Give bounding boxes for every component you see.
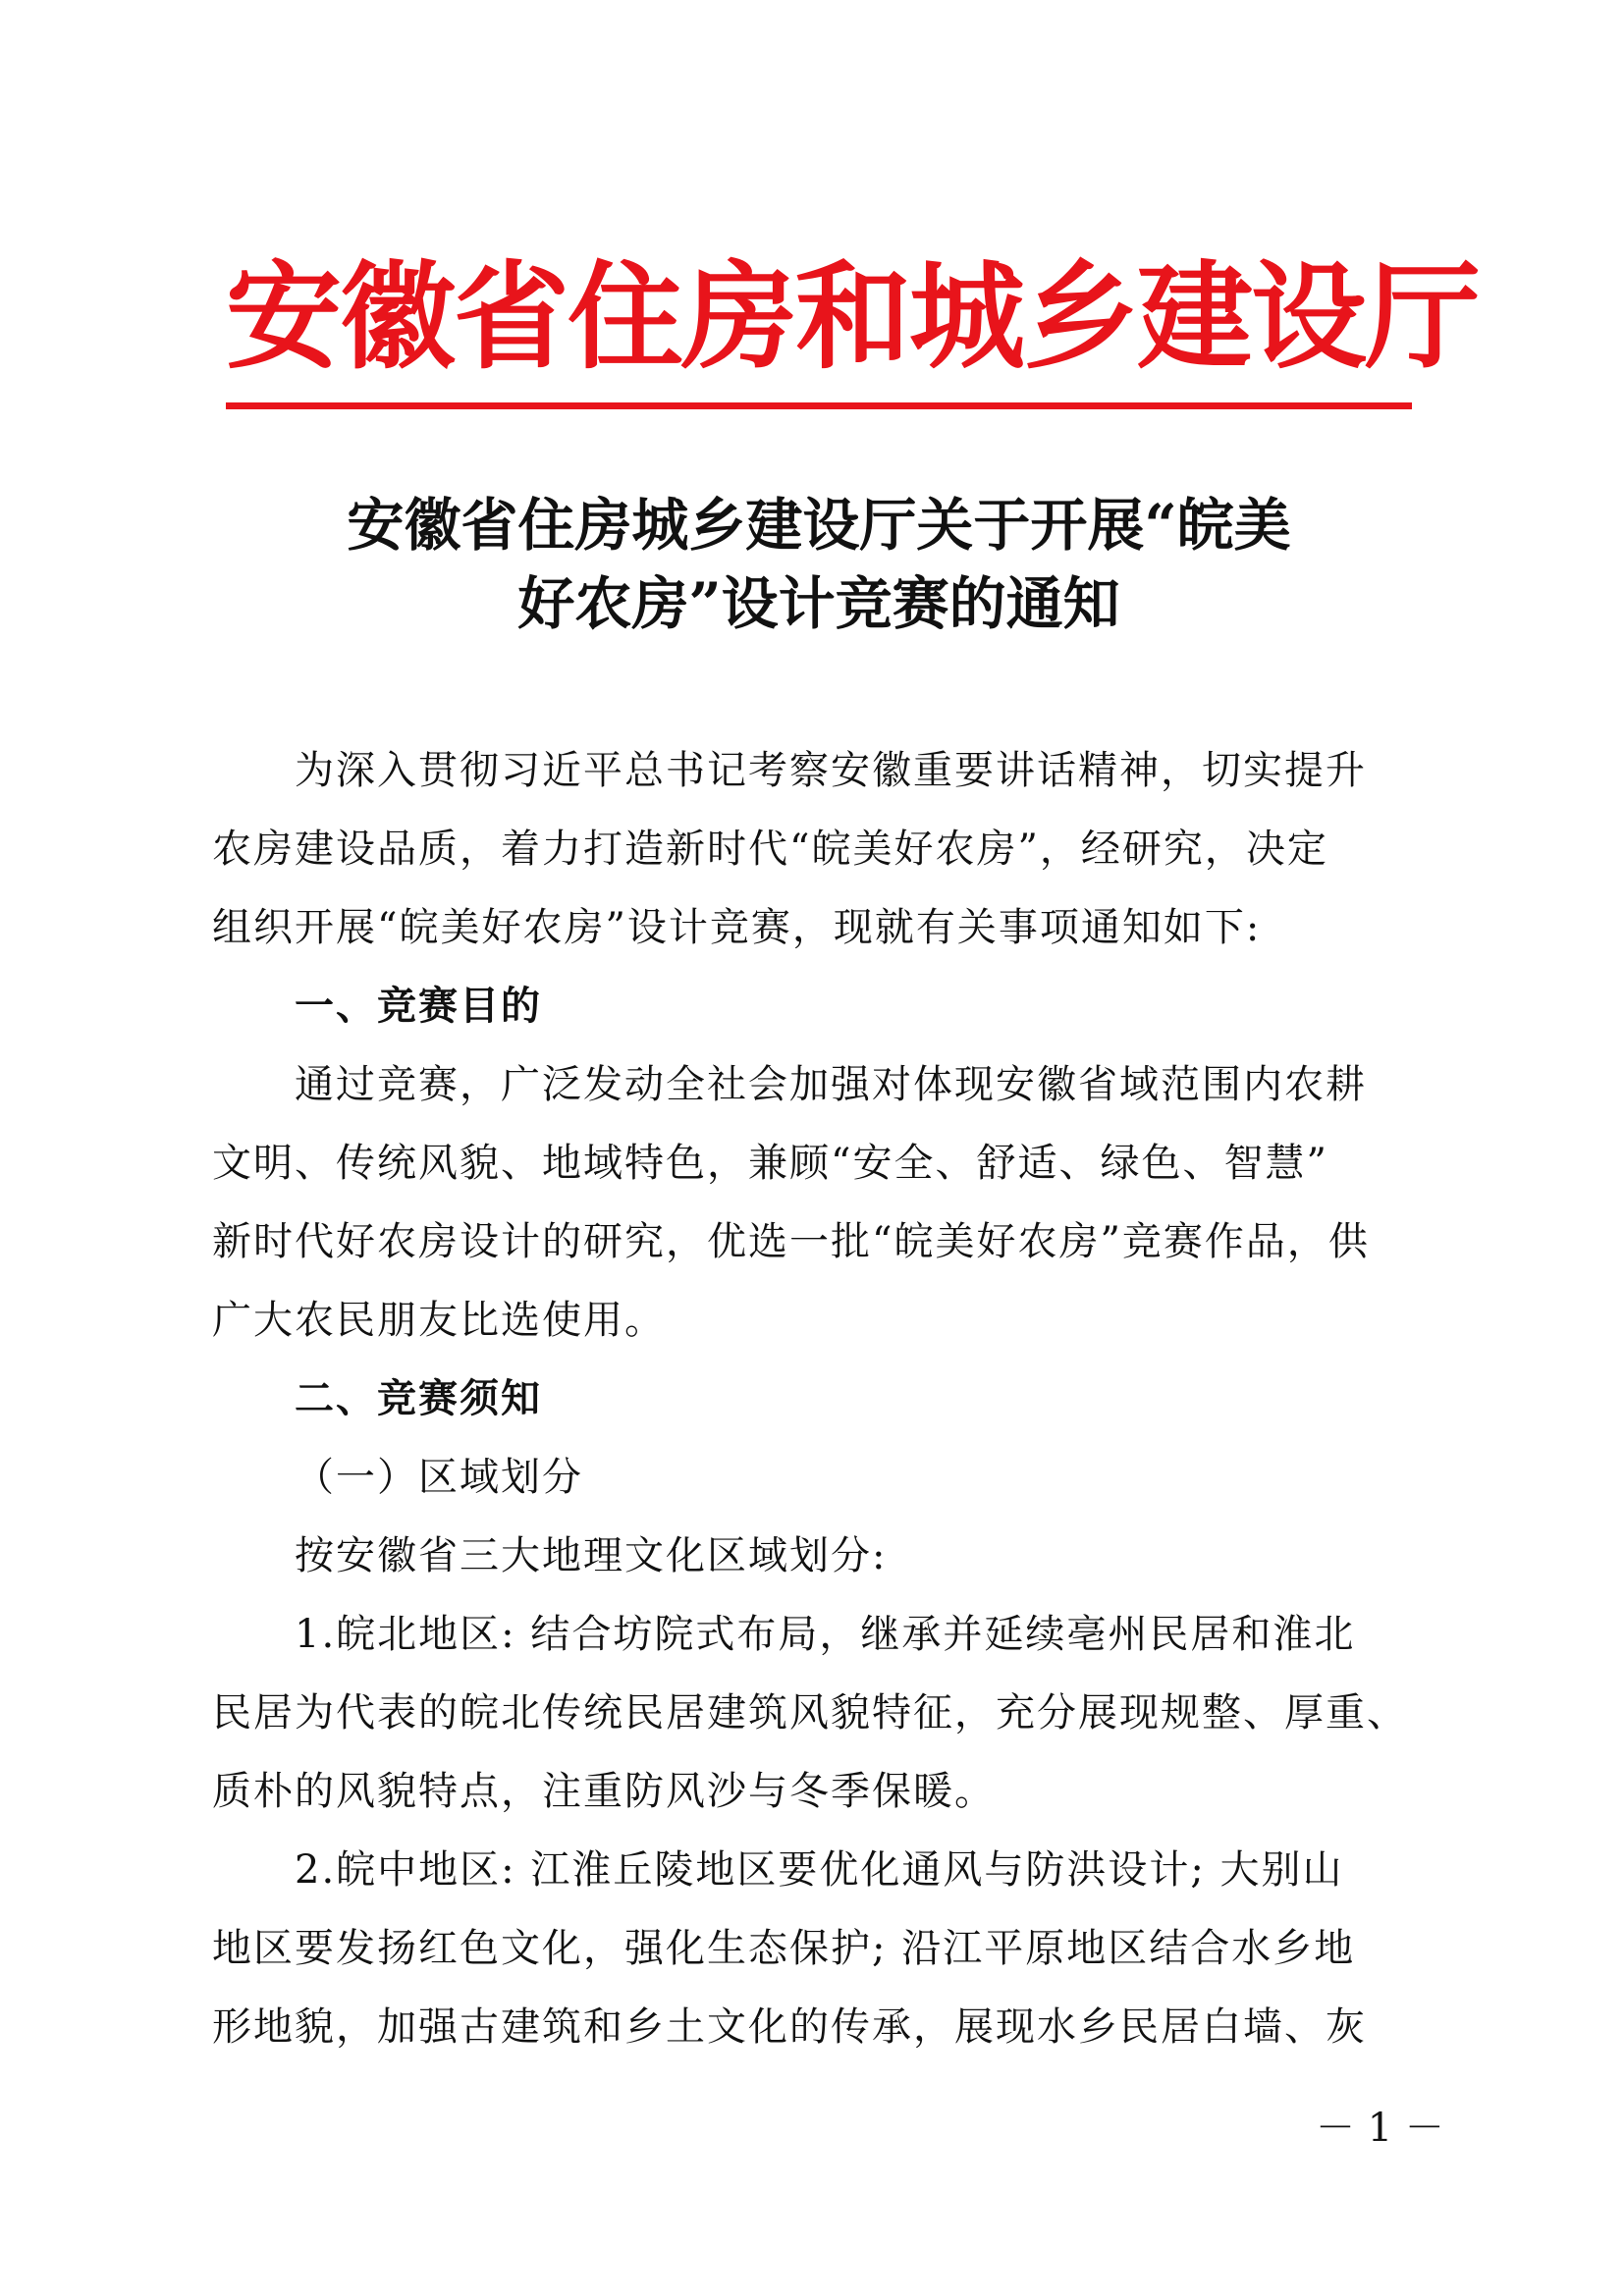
paragraph-region-intro: 按安徽省三大地理文化区域划分: <box>295 1533 888 1578</box>
paragraph-purpose-line-3: 新时代好农房设计的研究，优选一批“皖美好农房”竞赛作品，供 <box>212 1219 1370 1264</box>
paragraph-intro-line-1: 为深入贯彻习近平总书记考察安徽重要讲话精神，切实提升 <box>295 748 1367 793</box>
subsection-region-division: （一）区域划分 <box>295 1455 583 1500</box>
item-central-anhui-line-2: 地区要发扬红色文化，强化生态保护; 沿江平原地区结合水乡地 <box>212 1926 1356 1971</box>
paragraph-purpose-line-2: 文明、传统风貌、地域特色，兼顾“安全、舒适、绿色、智慧” <box>212 1141 1328 1186</box>
item-central-anhui-line-3: 形地貌，加强古建筑和乡土文化的传承，展现水乡民居白墙、灰 <box>212 2004 1367 2050</box>
masthead-red-rule <box>226 402 1412 409</box>
item-north-anhui-line-3: 质朴的风貌特点，注重防风沙与冬季保暖。 <box>212 1769 996 1814</box>
item-north-anhui-line-1: 1.皖北地区: 结合坊院式布局，继承并延续亳州民居和淮北 <box>295 1612 1356 1657</box>
item-north-anhui-line-2: 民居为代表的皖北传统民居建筑风貌特征，充分展现规整、厚重、 <box>212 1690 1408 1735</box>
section-heading-purpose: 一、竞赛目的 <box>295 984 542 1029</box>
document-title-line-2: 好农房”设计竞赛的通知 <box>517 570 1120 637</box>
item-central-anhui-line-1: 2.皖中地区: 江淮丘陵地区要优化通风与防洪设计; 大别山 <box>295 1847 1344 1893</box>
masthead-org-name: 安徽省住房和城乡建设厅 <box>226 249 1480 385</box>
page-number: － 1 － <box>1316 2106 1444 2151</box>
paragraph-purpose-line-4: 广大农民朋友比选使用。 <box>212 1298 666 1343</box>
section-heading-rules: 二、竞赛须知 <box>295 1376 542 1421</box>
paragraph-intro-line-2: 农房建设品质，着力打造新时代“皖美好农房”，经研究，决定 <box>212 827 1328 872</box>
paragraph-intro-line-3: 组织开展“皖美好农房”设计竞赛，现就有关事项通知如下: <box>212 905 1262 950</box>
paragraph-purpose-line-1: 通过竞赛，广泛发动全社会加强对体现安徽省域范围内农耕 <box>295 1062 1367 1107</box>
document-title-line-1: 安徽省住房城乡建设厅关于开展“皖美 <box>347 492 1291 559</box>
